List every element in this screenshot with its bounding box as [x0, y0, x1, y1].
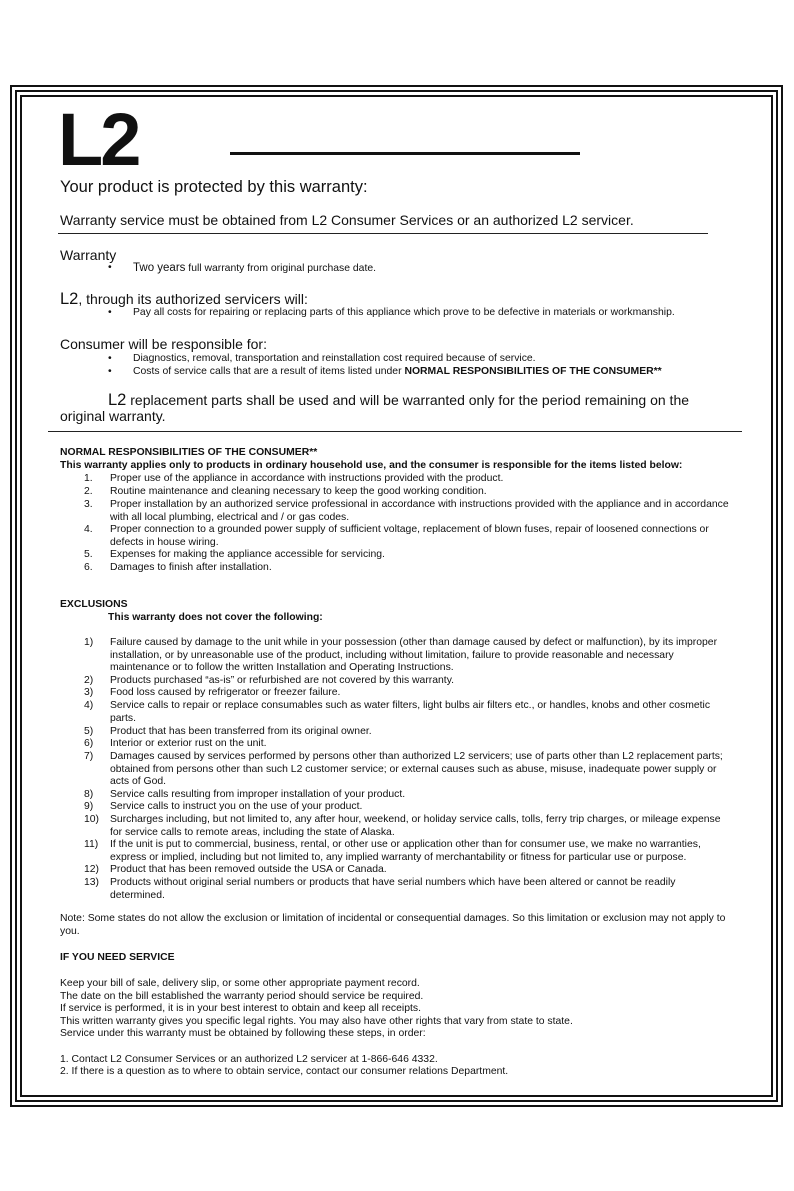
- service-step: 1. Contact L2 Consumer Services or an authorized L2 servicer at 1-866-646 4332.: [60, 1054, 438, 1065]
- inner-border: [20, 95, 773, 1097]
- consumer-bullet: • Costs of service calls that are a result of items listed under NORMAL RESPONSIBILITIES OF THE CONSUMER**: [133, 366, 662, 377]
- service-line: The date on the bill established the warranty period should service be required.: [60, 991, 424, 1002]
- item-number: 1): [84, 637, 94, 648]
- item-number: 13): [84, 877, 100, 888]
- consumer-heading: Consumer will be responsible for:: [60, 336, 267, 352]
- item-text: If the unit is put to commercial, business, rental, or other use or application other than for consumer use, we make no warranties, express or implied, including but not limited to, any implied warranty of merchantability or fitness for particular use or purpose.: [110, 839, 701, 863]
- servicers-bullet: • Pay all costs for repairing or replacing parts of this appliance which prove to be defective in materials or workmanship.: [133, 307, 675, 318]
- item-text: Food loss caused by refrigerator or freezer failure.: [110, 687, 341, 698]
- divider: [48, 431, 742, 432]
- item-number: 9): [84, 801, 94, 812]
- replacement-line-1: L2 replacement parts shall be used and will be warranted only for the period remaining on the: [108, 391, 690, 409]
- item-number: 10): [84, 814, 100, 825]
- replacement-line-2: original warranty.: [60, 408, 166, 424]
- item-text: Product that has been transferred from its original owner.: [110, 726, 372, 737]
- normal-title: NORMAL RESPONSIBILITIES OF THE CONSUMER**: [60, 447, 318, 458]
- item-text: Expenses for making the appliance accessible for servicing.: [110, 549, 385, 560]
- item-text: Service calls to instruct you on the use of your product.: [110, 801, 363, 812]
- item-number: 2.: [84, 486, 93, 497]
- service-requirement: Warranty service must be obtained from L2 Consumer Services or an authorized L2 servicer.: [60, 212, 634, 228]
- item-text: Service calls resulting from improper installation of your product.: [110, 789, 406, 800]
- item-text: Product that has been removed outside the USA or Canada.: [110, 864, 387, 875]
- item-text: Proper connection to a grounded power supply of sufficient voltage, replacement of blown fuses, repair of loosened connections or defects in house wiring.: [110, 524, 709, 548]
- signature-line: [230, 152, 580, 155]
- service-line: Keep your bill of sale, delivery slip, or some other appropriate payment record.: [60, 978, 420, 989]
- divider: [58, 233, 708, 234]
- exclusions-title: EXCLUSIONS: [60, 599, 128, 610]
- exclusions-subtitle: This warranty does not cover the following:: [108, 612, 323, 623]
- item-text: Failure caused by damage to the unit while in your possession (other than damage caused by defect or malfunction), by its improper installation, or by unreasonable use of the product, including without limitation, failure to provide reasonable and necessary maintenance or to follow the written Installation and Operating Instructions.: [110, 637, 718, 674]
- item-text: Routine maintenance and cleaning necessary to keep the good working condition.: [110, 486, 487, 497]
- item-text: Proper installation by an authorized service professional in accordance with instructions provided with the appliance and in accordance with all local plumbing, electrical and / or gas codes.: [110, 499, 729, 523]
- item-number: 3): [84, 687, 94, 698]
- normal-subtitle: This warranty applies only to products in ordinary household use, and the consumer is responsible for the items listed below:: [60, 460, 683, 471]
- item-text: Proper use of the appliance in accordance with instructions provided with the product.: [110, 473, 504, 484]
- item-text: Damages to finish after installation.: [110, 562, 272, 573]
- note-text: Note: Some states do not allow the exclusion or limitation of incidental or consequential damages. So this limitation or exclusion may not apply to you.: [60, 913, 726, 937]
- item-text: Service calls to repair or replace consumables such as water filters, light bulbs air filters etc., or handles, knobs and other cosmetic parts.: [110, 700, 711, 724]
- item-text: Surcharges including, but not limited to, any after hour, weekend, or holiday service calls, tolls, ferry trip charges, or mileage expense for service calls to remote areas, including the state of Alaska.: [110, 814, 721, 838]
- item-number: 6.: [84, 562, 93, 573]
- protected-heading: Your product is protected by this warranty:: [60, 178, 368, 196]
- servicers-heading: L2, through its authorized servicers will:: [60, 290, 308, 308]
- warranty-heading: Warranty: [60, 247, 117, 263]
- item-text: Products without original serial numbers or products that have serial numbers which have been altered or cannot be readily determined.: [110, 877, 676, 901]
- item-number: 11): [84, 839, 99, 850]
- item-number: 2): [84, 675, 94, 686]
- item-number: 3.: [84, 499, 93, 510]
- item-number: 7): [84, 751, 94, 762]
- item-number: 12): [84, 864, 100, 875]
- service-line: Service under this warranty must be obtained by following these steps, in order:: [60, 1028, 426, 1039]
- item-number: 8): [84, 789, 94, 800]
- service-title: IF YOU NEED SERVICE: [60, 952, 175, 963]
- consumer-bullet: • Diagnostics, removal, transportation and reinstallation cost required because of service.: [133, 353, 536, 364]
- item-number: 4): [84, 700, 94, 711]
- item-number: 5): [84, 726, 94, 737]
- service-step: 2. If there is a question as to where to obtain service, contact our consumer relations Department.: [60, 1066, 509, 1077]
- item-number: 1.: [84, 473, 93, 484]
- service-line: This written warranty gives you specific legal rights. You may also have other rights that vary from state to state.: [60, 1016, 573, 1027]
- item-number: 4.: [84, 524, 93, 535]
- item-number: 5.: [84, 549, 93, 560]
- service-line: If service is performed, it is in your best interest to obtain and keep all receipts.: [60, 1003, 421, 1014]
- item-number: 6): [84, 738, 94, 749]
- item-text: Products purchased “as-is” or refurbished are not covered by this warranty.: [110, 675, 455, 686]
- warranty-term: • Two years full warranty from original purchase date.: [133, 262, 376, 274]
- item-text: Damages caused by services performed by persons other than authorized L2 servicers; use of parts other than L2 replacement parts; obtained from persons other than such L2 customer service; or external causes such as abuse, misuse, inadequate power supply or acts of God.: [110, 751, 723, 788]
- item-text: Interior or exterior rust on the unit.: [110, 738, 267, 749]
- brand-logo: L2: [58, 98, 139, 181]
